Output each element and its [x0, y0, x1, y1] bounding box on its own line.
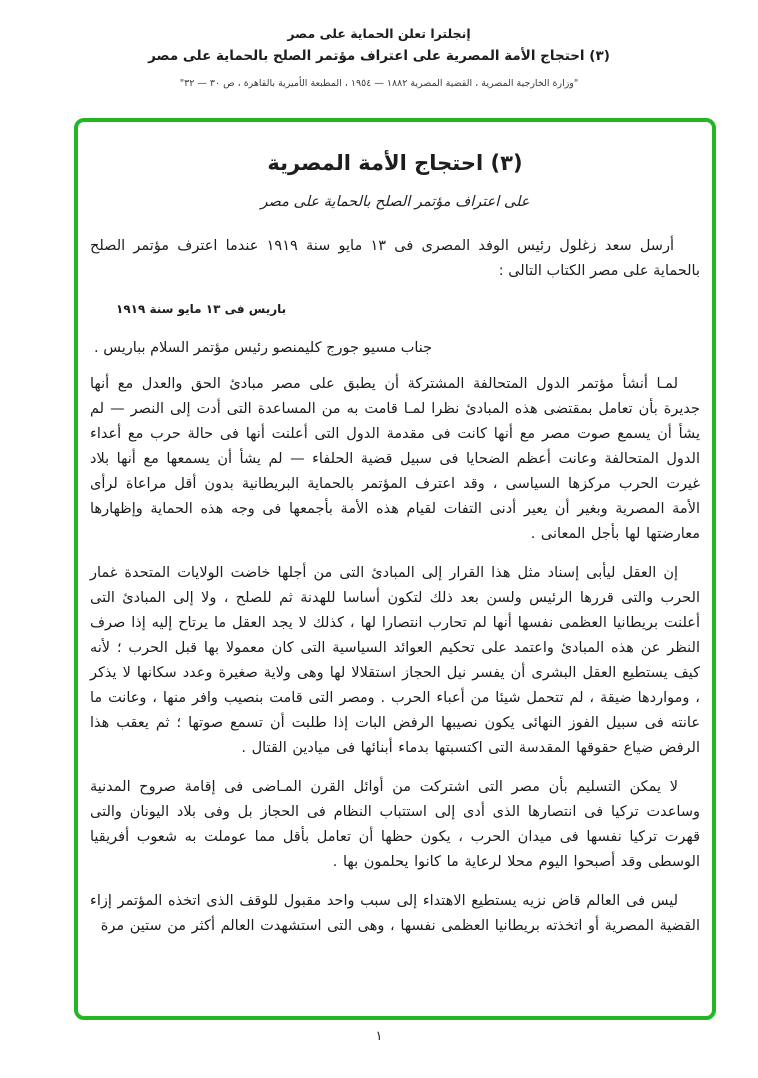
running-head-subtitle: (٣) احتجاج الأمة المصرية على اعتراف مؤتمر الصلح بالحماية على مصر [148, 48, 610, 64]
intro-paragraph: أرسل سعد زغلول رئيس الوفد المصرى فى ١٣ مايو سنة ١٩١٩ عندما اعترف مؤتمر الصلح بالحماية على مصر الكتاب التالى : [90, 238, 700, 279]
page-number: ١ [375, 1029, 383, 1044]
document-title: (٣) احتجاج الأمة المصرية [267, 151, 523, 175]
document-frame [74, 118, 716, 1020]
source-citation: "وزارة الخارجية المصرية ، القضية المصرية ١٨٨٢ — ١٩٥٤ ، المطبعة الأميرية بالقاهرة ، ص ٣٠ — ٣٢" [179, 78, 579, 89]
body-paragraph-4: ليس فى العالم قاض نزيه يستطيع الاهتداء إلى سبب واحد مقبول للوقف الذى اتخذه المؤتمر إزاء القضية المصرية أو اتخذته بريطانيا العظمى نفسها ، وهى التى استشهدت العالم أكثر من ستين مرة [90, 893, 700, 934]
body-paragraph-1: لمـا أنشأ مؤتمر الدول المتحالفة المشتركة أن يطبق على مصر مبادئ الحق والعدل مع أنها جديرة بأن تعامل بمقتضى هذه المبادئ نظرا لمـا قامت به من المساعدة التى أدت إلى النصر — لم يشأ أن يسمع صوت مصر مع أنها كانت فى مقدمة الدول التى أعلنت أنها فى حالة حرب مع أعداء الدول المتحالفة وعانت أعظم الضحايا فى سبيل قضية الحلفاء — لم يشأ أن يسمعها مع أنها بلاد غيرت الحرب مركزها السياسى ، وقد اعترف المؤتمر بالحماية البريطانية بدون أقل مراعاة لرأى الأمة المصرية وبغير أن يعير أدنى التفات لقيام هذه الأمة بأجمعها فى وجه هذه الحماية وإظهارها معارضتها لها بأجل المعانى . [90, 376, 700, 542]
running-head [0, 0, 758, 89]
dateline: باريس فى ١٣ مايو سنة ١٩١٩ [116, 302, 287, 316]
body-paragraph-3: لا يمكن التسليم بأن مصر التى اشتركت من أوائل القرن المـاضى فى إقامة صروح المدنية وساعدت تركيا فى انتصارها الذى أدى إلى استتباب النظام فى الحجاز بل وفى بلاد اليونان والتى قهرت تركيا نفسها فى ميدان الحرب ، يكون حظها أن تعامل بأقل مما عوملت به شعوب أفريقيا الوسطى وقد أصبحوا اليوم محلا لرعاية ما كانوا يحلمون بها . [90, 779, 700, 870]
document-subtitle: على اعتراف مؤتمر الصلح بالحماية على مصر [260, 194, 530, 210]
running-head-title: إنجلترا تعلن الحماية على مصر [287, 26, 471, 41]
body-paragraph-2: إن العقل ليأبى إسناد مثل هذا القرار إلى المبادئ التى من أجلها خاضت الولايات المتحدة غمار الحرب والتى قررها الرئيس ولسن بعد ذلك لتكون أساسا للهدنة ثم للصلح ، ولا إلى المبادئ التى أعلنت بريطانيا العظمى نفسها أنها لم تحارب انتصارا لها ، كذلك لا يجد العقل ما يرتاح إليه إذا صرف النظر عن هذه المبادئ واعتمد على تحكيم العوائد السياسية التى كان معمولا بها قبل الحرب ؛ لأنه كيف يستطيع العقل البشرى أن يفسر نيل الحجاز استقلالا لها وهى ولاية صغيرة وعدد سكانها لا يذكر ، ومواردها ضيقة ، لم تتحمل شيئا من أعباء الحرب . ومصر التى قامت بنصيب وافر منها ، وعانت ما عانته فى سبيل الفوز النهائى يكون نصيبها الرفض البات إذا طلبت أن تسمع صوتها ؛ ثم يعقب هذا الرفض ضياع حقوقها المقدسة التى اكتسبتها بدماء أبنائها فى ميادين القتال . [90, 565, 700, 756]
salutation: جناب مسيو جورج كليمنصو رئيس مؤتمر السلام بباريس . [94, 340, 433, 356]
